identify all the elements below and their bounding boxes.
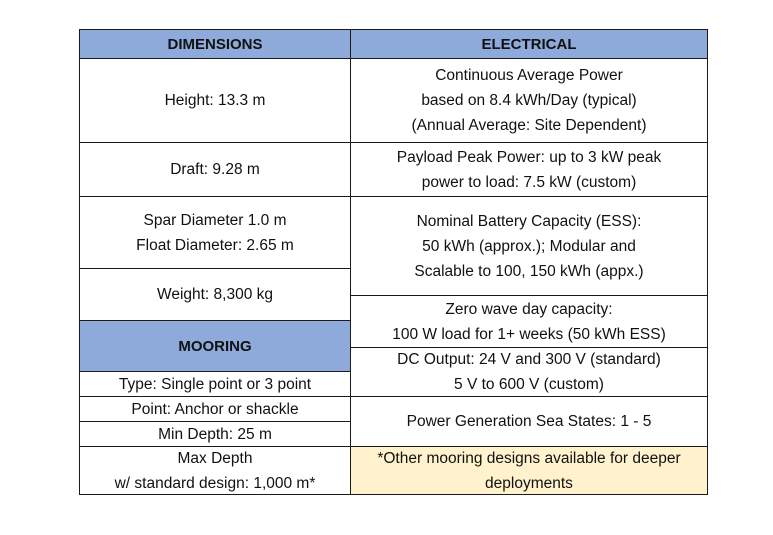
battery-text-2: 50 kWh (approx.); Modular and: [422, 237, 636, 255]
mooring-point-text: Point: Anchor or shackle: [131, 400, 299, 418]
min-depth-cell: [79, 421, 351, 447]
mooring-note-text-1: *Other mooring designs available for deeper: [377, 449, 681, 467]
draft-cell: [79, 142, 351, 197]
mooring-header-text: MOORING: [178, 337, 252, 355]
payload-power-text-1: Payload Peak Power: up to 3 kW peak: [396, 148, 662, 166]
weight-text: Weight: 8,300 kg: [156, 286, 274, 303]
height-text: Height: 13.3 m: [164, 92, 266, 109]
max-depth-cell: [79, 446, 351, 495]
height-cell: [79, 58, 351, 143]
payload-power-cell: [350, 142, 708, 197]
continuous-power-cell: [350, 58, 708, 143]
max-depth-text-1: Max Depth: [177, 449, 253, 467]
zero-wave-cell: [350, 295, 708, 348]
weight-cell: [79, 268, 351, 321]
min-depth-text: Min Depth: 25 m: [158, 425, 272, 443]
mooring-point-cell: [79, 396, 351, 422]
zero-wave-text-2: 100 W load for 1+ weeks (50 kWh ESS): [392, 325, 666, 343]
continuous-power-text-3: (Annual Average: Site Dependent): [411, 117, 647, 134]
sea-states-cell: [350, 396, 708, 447]
mooring-note-cell: [350, 446, 708, 495]
mooring-note-text-2: deployments: [485, 474, 573, 492]
float-diameter-text: Float Diameter: 2.65 m: [136, 236, 294, 254]
zero-wave-text-1: Zero wave day capacity:: [445, 300, 613, 318]
draft-text: Draft: 9.28 m: [170, 161, 260, 178]
spar-diameter-text: Spar Diameter 1.0 m: [143, 211, 287, 229]
electrical-header: [350, 29, 708, 59]
dimensions-header-text: DIMENSIONS: [167, 35, 263, 53]
mooring-type-text: Type: Single point or 3 point: [118, 375, 312, 393]
max-depth-text-2: w/ standard design: 1,000 m*: [114, 474, 316, 492]
continuous-power-text-2: based on 8.4 kWh/Day (typical): [421, 92, 637, 109]
electrical-header-text: ELECTRICAL: [481, 35, 577, 53]
battery-text-1: Nominal Battery Capacity (ESS):: [416, 212, 642, 230]
dc-output-text-2: 5 V to 600 V (custom): [454, 376, 604, 393]
mooring-type-cell: [79, 371, 351, 397]
battery-cell: [350, 196, 708, 296]
sea-states-text: Power Generation Sea States: 1 - 5: [406, 413, 652, 430]
mooring-header: [79, 320, 351, 372]
dimensions-header: [79, 29, 351, 59]
diameter-cell: [79, 196, 351, 269]
dc-output-text-1: DC Output: 24 V and 300 V (standard): [397, 351, 661, 368]
dc-output-cell: [350, 347, 708, 397]
specs-table: [79, 29, 708, 495]
battery-text-3: Scalable to 100, 150 kWh (appx.): [414, 262, 644, 280]
payload-power-text-2: power to load: 7.5 kW (custom): [421, 173, 637, 191]
continuous-power-text-1: Continuous Average Power: [435, 67, 623, 84]
